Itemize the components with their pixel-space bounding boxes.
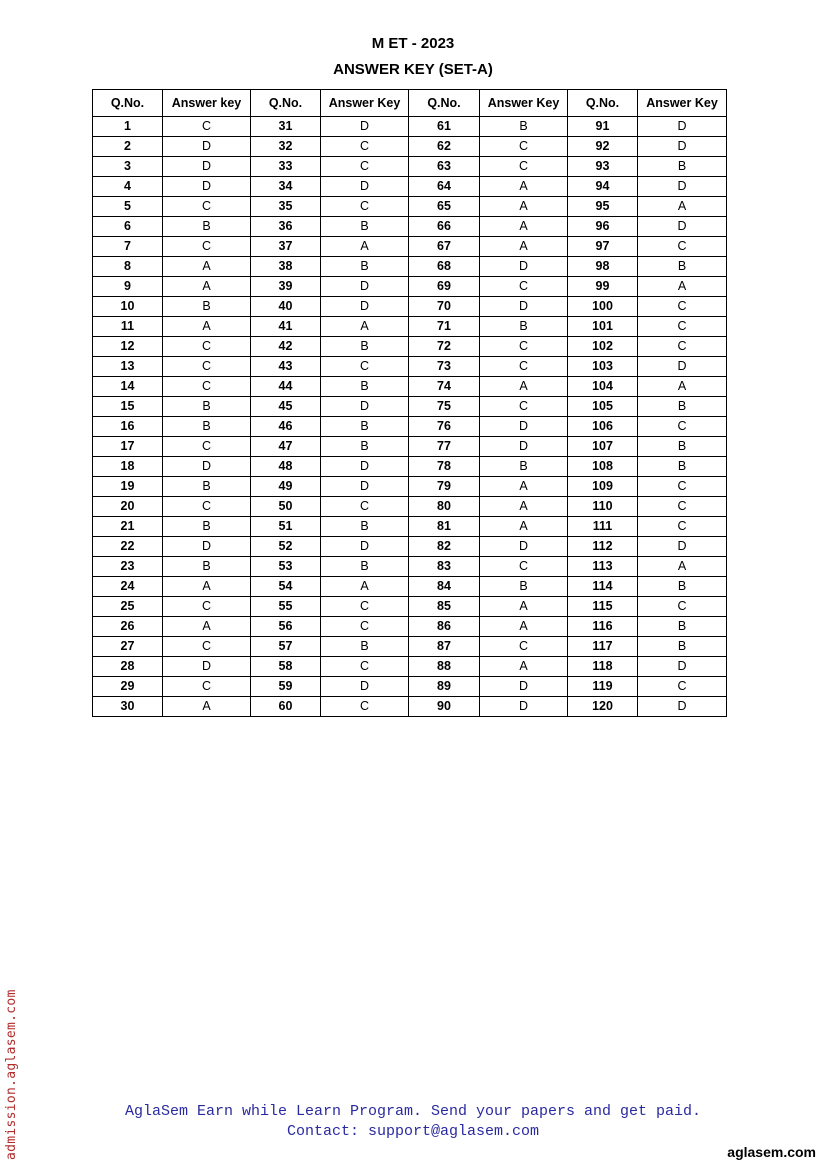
answer-cell: D xyxy=(321,177,409,197)
answer-cell: D xyxy=(321,117,409,137)
answer-cell: C xyxy=(480,137,568,157)
answer-cell: C xyxy=(163,437,251,457)
answer-cell: C xyxy=(163,377,251,397)
answer-cell: C xyxy=(638,297,727,317)
question-number-cell: 113 xyxy=(568,557,638,577)
question-number-cell: 29 xyxy=(93,677,163,697)
question-number-cell: 28 xyxy=(93,657,163,677)
table-row xyxy=(93,477,727,497)
answer-cell: C xyxy=(321,137,409,157)
answer-cell: A xyxy=(480,617,568,637)
answer-cell: A xyxy=(480,657,568,677)
question-number-cell: 110 xyxy=(568,497,638,517)
question-number-cell: 8 xyxy=(93,257,163,277)
question-number-cell: 19 xyxy=(93,477,163,497)
question-number-cell: 92 xyxy=(568,137,638,157)
answer-cell: C xyxy=(321,617,409,637)
answer-cell: C xyxy=(163,117,251,137)
table-row xyxy=(93,537,727,557)
answer-cell: C xyxy=(321,157,409,177)
table-row xyxy=(93,677,727,697)
table-row xyxy=(93,577,727,597)
question-number-cell: 66 xyxy=(409,217,480,237)
question-number-cell: 36 xyxy=(251,217,321,237)
answer-cell: D xyxy=(638,217,727,237)
question-number-cell: 44 xyxy=(251,377,321,397)
answer-cell: A xyxy=(163,697,251,717)
answer-cell: B xyxy=(321,437,409,457)
table-row xyxy=(93,357,727,377)
table-row xyxy=(93,377,727,397)
table-header-row xyxy=(93,90,727,117)
answer-cell: B xyxy=(480,577,568,597)
table-row xyxy=(93,437,727,457)
table-row xyxy=(93,137,727,157)
answer-cell: C xyxy=(638,317,727,337)
question-number-cell: 34 xyxy=(251,177,321,197)
answer-cell: B xyxy=(163,297,251,317)
answer-cell: B xyxy=(638,617,727,637)
answer-cell: D xyxy=(638,117,727,137)
answer-cell: B xyxy=(480,317,568,337)
table-row xyxy=(93,277,727,297)
answer-cell: C xyxy=(638,497,727,517)
answer-cell: C xyxy=(638,597,727,617)
question-number-cell: 111 xyxy=(568,517,638,537)
answer-cell: C xyxy=(480,337,568,357)
question-number-cell: 112 xyxy=(568,537,638,557)
question-number-cell: 59 xyxy=(251,677,321,697)
column-header: Q.No. xyxy=(251,90,321,117)
contact-line: Contact: support@aglasem.com xyxy=(286,1123,540,1140)
question-number-cell: 58 xyxy=(251,657,321,677)
answer-cell: C xyxy=(163,197,251,217)
answer-cell: D xyxy=(321,297,409,317)
question-number-cell: 102 xyxy=(568,337,638,357)
question-number-cell: 51 xyxy=(251,517,321,537)
answer-cell: D xyxy=(480,537,568,557)
promo-line: AglaSem Earn while Learn Program. Send your papers and get paid. xyxy=(124,1103,702,1120)
question-number-cell: 87 xyxy=(409,637,480,657)
answer-cell: A xyxy=(480,597,568,617)
table-row xyxy=(93,177,727,197)
table-row xyxy=(93,157,727,177)
answer-cell: C xyxy=(163,637,251,657)
question-number-cell: 26 xyxy=(93,617,163,637)
answer-cell: B xyxy=(638,397,727,417)
answer-cell: A xyxy=(480,477,568,497)
question-number-cell: 47 xyxy=(251,437,321,457)
answer-cell: C xyxy=(480,357,568,377)
question-number-cell: 65 xyxy=(409,197,480,217)
answer-cell: A xyxy=(163,617,251,637)
question-number-cell: 108 xyxy=(568,457,638,477)
question-number-cell: 117 xyxy=(568,637,638,657)
question-number-cell: 33 xyxy=(251,157,321,177)
question-number-cell: 109 xyxy=(568,477,638,497)
answer-cell: A xyxy=(321,237,409,257)
answer-cell: C xyxy=(638,237,727,257)
side-watermark: admission.aglasem.com xyxy=(4,989,19,1160)
answer-cell: D xyxy=(163,457,251,477)
answer-cell: A xyxy=(480,497,568,517)
question-number-cell: 14 xyxy=(93,377,163,397)
answer-cell: D xyxy=(321,397,409,417)
question-number-cell: 82 xyxy=(409,537,480,557)
table-row xyxy=(93,117,727,137)
table-row xyxy=(93,557,727,577)
question-number-cell: 93 xyxy=(568,157,638,177)
question-number-cell: 79 xyxy=(409,477,480,497)
question-number-cell: 1 xyxy=(93,117,163,137)
answer-cell: D xyxy=(321,457,409,477)
answer-cell: B xyxy=(638,157,727,177)
question-number-cell: 6 xyxy=(93,217,163,237)
question-number-cell: 22 xyxy=(93,537,163,557)
question-number-cell: 67 xyxy=(409,237,480,257)
question-number-cell: 60 xyxy=(251,697,321,717)
answer-cell: C xyxy=(163,677,251,697)
question-number-cell: 101 xyxy=(568,317,638,337)
answer-cell: B xyxy=(163,417,251,437)
question-number-cell: 104 xyxy=(568,377,638,397)
question-number-cell: 72 xyxy=(409,337,480,357)
answer-cell: B xyxy=(163,517,251,537)
answer-cell: D xyxy=(163,137,251,157)
table-row xyxy=(93,197,727,217)
table-row xyxy=(93,637,727,657)
question-number-cell: 76 xyxy=(409,417,480,437)
answer-cell: C xyxy=(163,497,251,517)
answer-cell: B xyxy=(321,377,409,397)
column-header: Answer key xyxy=(163,90,251,117)
question-number-cell: 17 xyxy=(93,437,163,457)
answer-cell: C xyxy=(163,237,251,257)
answer-cell: D xyxy=(638,537,727,557)
answer-cell: B xyxy=(480,457,568,477)
answer-cell: B xyxy=(638,437,727,457)
answer-cell: A xyxy=(480,177,568,197)
question-number-cell: 56 xyxy=(251,617,321,637)
question-number-cell: 52 xyxy=(251,537,321,557)
answer-cell: A xyxy=(480,517,568,537)
table-row xyxy=(93,337,727,357)
answer-cell: B xyxy=(321,257,409,277)
question-number-cell: 3 xyxy=(93,157,163,177)
answer-cell: D xyxy=(480,677,568,697)
document-title: M ET - 2023 xyxy=(371,35,455,52)
answer-cell: A xyxy=(480,217,568,237)
answer-cell: B xyxy=(321,517,409,537)
question-number-cell: 115 xyxy=(568,597,638,617)
answer-cell: A xyxy=(163,257,251,277)
question-number-cell: 5 xyxy=(93,197,163,217)
answer-cell: C xyxy=(321,497,409,517)
question-number-cell: 27 xyxy=(93,637,163,657)
question-number-cell: 90 xyxy=(409,697,480,717)
table-row xyxy=(93,257,727,277)
question-number-cell: 99 xyxy=(568,277,638,297)
question-number-cell: 95 xyxy=(568,197,638,217)
table-row xyxy=(93,517,727,537)
question-number-cell: 13 xyxy=(93,357,163,377)
answer-cell: B xyxy=(638,577,727,597)
question-number-cell: 91 xyxy=(568,117,638,137)
question-number-cell: 84 xyxy=(409,577,480,597)
question-number-cell: 71 xyxy=(409,317,480,337)
column-header: Q.No. xyxy=(568,90,638,117)
question-number-cell: 24 xyxy=(93,577,163,597)
answer-cell: D xyxy=(321,277,409,297)
answer-cell: A xyxy=(638,377,727,397)
question-number-cell: 94 xyxy=(568,177,638,197)
column-header: Answer Key xyxy=(638,90,727,117)
question-number-cell: 74 xyxy=(409,377,480,397)
answer-cell: D xyxy=(638,137,727,157)
table-row xyxy=(93,657,727,677)
question-number-cell: 64 xyxy=(409,177,480,197)
answer-cell: C xyxy=(638,337,727,357)
answer-cell: C xyxy=(480,397,568,417)
question-number-cell: 103 xyxy=(568,357,638,377)
question-number-cell: 20 xyxy=(93,497,163,517)
question-number-cell: 69 xyxy=(409,277,480,297)
question-number-cell: 30 xyxy=(93,697,163,717)
question-number-cell: 116 xyxy=(568,617,638,637)
answer-cell: C xyxy=(163,597,251,617)
table-row xyxy=(93,237,727,257)
table-row xyxy=(93,317,727,337)
question-number-cell: 15 xyxy=(93,397,163,417)
question-number-cell: 32 xyxy=(251,137,321,157)
answer-cell: A xyxy=(638,277,727,297)
answer-cell: B xyxy=(321,417,409,437)
question-number-cell: 120 xyxy=(568,697,638,717)
question-number-cell: 57 xyxy=(251,637,321,657)
answer-cell: A xyxy=(163,317,251,337)
question-number-cell: 31 xyxy=(251,117,321,137)
table-row xyxy=(93,457,727,477)
question-number-cell: 42 xyxy=(251,337,321,357)
table-row xyxy=(93,617,727,637)
answer-cell: C xyxy=(321,597,409,617)
answer-cell: C xyxy=(480,277,568,297)
answer-cell: D xyxy=(321,677,409,697)
question-number-cell: 119 xyxy=(568,677,638,697)
answer-cell: A xyxy=(163,577,251,597)
answer-cell: D xyxy=(321,477,409,497)
question-number-cell: 85 xyxy=(409,597,480,617)
answer-cell: C xyxy=(638,477,727,497)
answer-cell: A xyxy=(480,237,568,257)
question-number-cell: 23 xyxy=(93,557,163,577)
question-number-cell: 98 xyxy=(568,257,638,277)
table-row xyxy=(93,497,727,517)
question-number-cell: 73 xyxy=(409,357,480,377)
question-number-cell: 80 xyxy=(409,497,480,517)
answer-cell: D xyxy=(163,657,251,677)
answer-cell: A xyxy=(638,557,727,577)
question-number-cell: 106 xyxy=(568,417,638,437)
question-number-cell: 43 xyxy=(251,357,321,377)
answer-cell: B xyxy=(321,557,409,577)
question-number-cell: 68 xyxy=(409,257,480,277)
answer-cell: B xyxy=(638,457,727,477)
question-number-cell: 48 xyxy=(251,457,321,477)
question-number-cell: 39 xyxy=(251,277,321,297)
question-number-cell: 10 xyxy=(93,297,163,317)
answer-cell: A xyxy=(163,277,251,297)
table-row xyxy=(93,297,727,317)
question-number-cell: 89 xyxy=(409,677,480,697)
table-row xyxy=(93,597,727,617)
question-number-cell: 77 xyxy=(409,437,480,457)
answer-cell: B xyxy=(638,257,727,277)
document-subtitle: ANSWER KEY (SET-A) xyxy=(333,61,493,78)
question-number-cell: 63 xyxy=(409,157,480,177)
answer-cell: D xyxy=(163,157,251,177)
question-number-cell: 4 xyxy=(93,177,163,197)
answer-cell: A xyxy=(480,377,568,397)
column-header: Q.No. xyxy=(409,90,480,117)
question-number-cell: 97 xyxy=(568,237,638,257)
question-number-cell: 54 xyxy=(251,577,321,597)
column-header: Answer Key xyxy=(321,90,409,117)
answer-cell: D xyxy=(638,357,727,377)
question-number-cell: 41 xyxy=(251,317,321,337)
answer-cell: D xyxy=(163,177,251,197)
column-header: Q.No. xyxy=(93,90,163,117)
answer-key-table xyxy=(92,89,727,717)
answer-cell: C xyxy=(638,417,727,437)
answer-cell: D xyxy=(163,537,251,557)
answer-cell: C xyxy=(480,557,568,577)
answer-cell: D xyxy=(638,177,727,197)
question-number-cell: 62 xyxy=(409,137,480,157)
question-number-cell: 2 xyxy=(93,137,163,157)
answer-cell: B xyxy=(163,217,251,237)
question-number-cell: 78 xyxy=(409,457,480,477)
question-number-cell: 88 xyxy=(409,657,480,677)
answer-cell: D xyxy=(638,657,727,677)
question-number-cell: 96 xyxy=(568,217,638,237)
table-row xyxy=(93,417,727,437)
answer-cell: C xyxy=(638,517,727,537)
answer-cell: B xyxy=(480,117,568,137)
question-number-cell: 9 xyxy=(93,277,163,297)
question-number-cell: 105 xyxy=(568,397,638,417)
answer-cell: B xyxy=(321,637,409,657)
question-number-cell: 25 xyxy=(93,597,163,617)
question-number-cell: 46 xyxy=(251,417,321,437)
answer-cell: C xyxy=(321,657,409,677)
question-number-cell: 35 xyxy=(251,197,321,217)
question-number-cell: 40 xyxy=(251,297,321,317)
question-number-cell: 50 xyxy=(251,497,321,517)
question-number-cell: 18 xyxy=(93,457,163,477)
question-number-cell: 16 xyxy=(93,417,163,437)
question-number-cell: 83 xyxy=(409,557,480,577)
question-number-cell: 61 xyxy=(409,117,480,137)
answer-cell: C xyxy=(321,357,409,377)
answer-cell: C xyxy=(163,337,251,357)
question-number-cell: 114 xyxy=(568,577,638,597)
answer-cell: C xyxy=(480,637,568,657)
answer-cell: D xyxy=(321,537,409,557)
answer-cell: B xyxy=(163,477,251,497)
question-number-cell: 100 xyxy=(568,297,638,317)
answer-cell: A xyxy=(321,577,409,597)
question-number-cell: 12 xyxy=(93,337,163,357)
question-number-cell: 7 xyxy=(93,237,163,257)
answer-cell: D xyxy=(480,417,568,437)
question-number-cell: 49 xyxy=(251,477,321,497)
question-number-cell: 107 xyxy=(568,437,638,457)
question-number-cell: 55 xyxy=(251,597,321,617)
table-row xyxy=(93,697,727,717)
column-header: Answer Key xyxy=(480,90,568,117)
answer-cell: D xyxy=(480,257,568,277)
answer-cell: C xyxy=(321,197,409,217)
question-number-cell: 75 xyxy=(409,397,480,417)
table-row xyxy=(93,217,727,237)
answer-cell: C xyxy=(638,677,727,697)
answer-cell: D xyxy=(480,437,568,457)
answer-cell: C xyxy=(321,697,409,717)
answer-cell: B xyxy=(321,217,409,237)
answer-cell: A xyxy=(638,197,727,217)
question-number-cell: 118 xyxy=(568,657,638,677)
question-number-cell: 11 xyxy=(93,317,163,337)
answer-cell: A xyxy=(321,317,409,337)
answer-cell: C xyxy=(480,157,568,177)
question-number-cell: 45 xyxy=(251,397,321,417)
brand-text: aglasem.com xyxy=(727,1144,816,1160)
answer-cell: D xyxy=(480,297,568,317)
question-number-cell: 21 xyxy=(93,517,163,537)
answer-cell: B xyxy=(163,557,251,577)
question-number-cell: 38 xyxy=(251,257,321,277)
answer-cell: D xyxy=(480,697,568,717)
answer-cell: B xyxy=(321,337,409,357)
answer-cell: C xyxy=(163,357,251,377)
question-number-cell: 81 xyxy=(409,517,480,537)
answer-cell: D xyxy=(638,697,727,717)
question-number-cell: 37 xyxy=(251,237,321,257)
question-number-cell: 86 xyxy=(409,617,480,637)
question-number-cell: 53 xyxy=(251,557,321,577)
table-row xyxy=(93,397,727,417)
question-number-cell: 70 xyxy=(409,297,480,317)
answer-cell: A xyxy=(480,197,568,217)
answer-cell: B xyxy=(638,637,727,657)
answer-cell: B xyxy=(163,397,251,417)
